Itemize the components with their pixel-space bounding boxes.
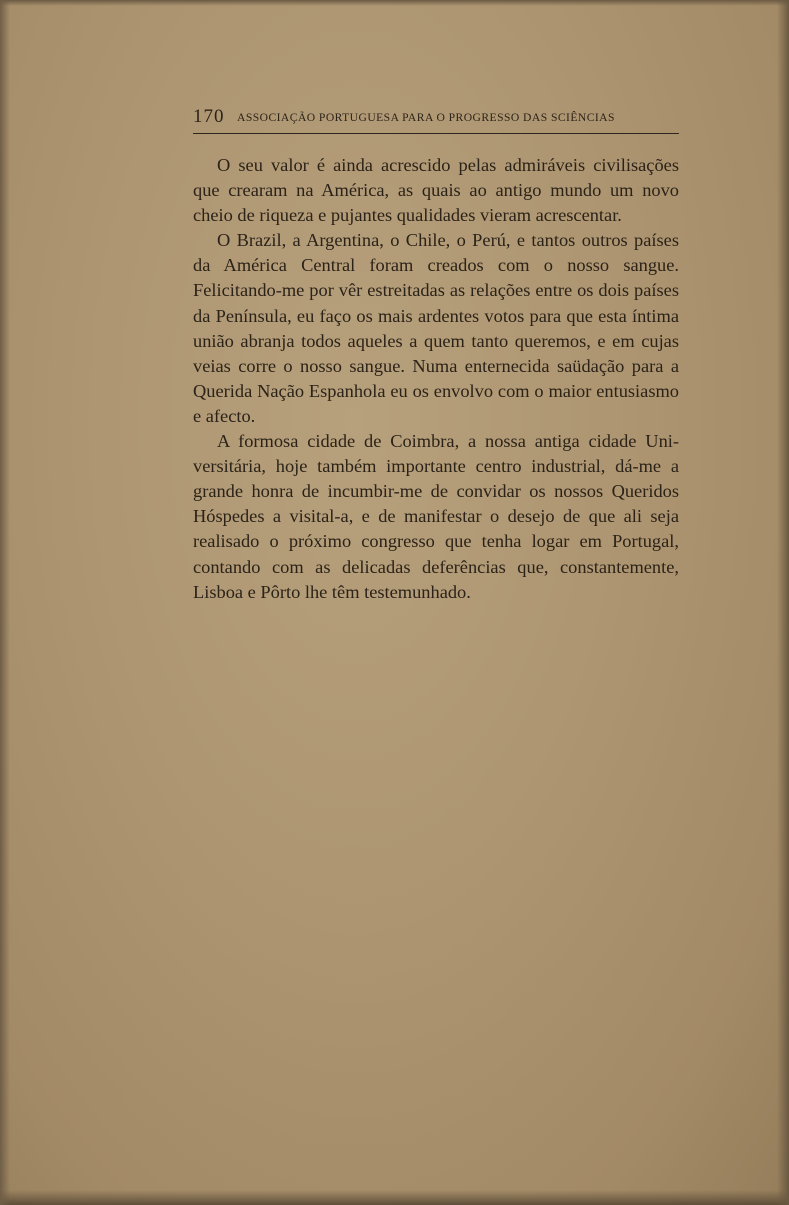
running-title: ASSOCIAÇÃO PORTUGUESA PARA O PROGRESSO DAS SCIÊNCIAS bbox=[237, 111, 615, 124]
page-edge-left bbox=[0, 0, 10, 1205]
page-number: 170 bbox=[193, 106, 225, 127]
body-text bbox=[193, 153, 679, 605]
paragraph: O seu valor é ainda acrescido pelas admiráveis civilisações que crearam na América, as quais ao antigo mundo um novo cheio de riqueza e pujantes qualidades vieram acrescentar. bbox=[193, 155, 679, 226]
header-rule bbox=[193, 133, 679, 134]
page-edge-right bbox=[777, 0, 789, 1205]
running-header bbox=[193, 106, 680, 130]
page-edge-top bbox=[0, 0, 789, 6]
paragraph: O Brazil, a Argentina, o Chile, o Perú, e tantos outros países da América Central foram creados com o nosso sangue. Felicitando-me por vêr estreitadas as relações entre os dois países da Península, eu faço os mais ardentes votos para que esta íntima união abranja todos aqueles a quem tanto queremos, e em cujas veias corre o nosso sangue. Numa enternecida saüdação para a Querida Nação Espanhola eu os envolvo com o maior entusiasmo e afecto. bbox=[193, 230, 679, 426]
paragraph: A formosa cidade de Coimbra, a nossa antiga cidade Universitária, hoje também importante centro industrial, dá-me a grande honra de incumbir-me de convidar os nossos Queridos Hóspedes a visital-a, e de manifestar o desejo de que ali seja realisado o próximo congresso que tenha logar em Portugal, contando com as delicadas deferências que, constantemente, Lisboa e Pôrto lhe têm testemunhado. bbox=[193, 431, 679, 602]
page-edge-bottom bbox=[0, 1190, 789, 1205]
